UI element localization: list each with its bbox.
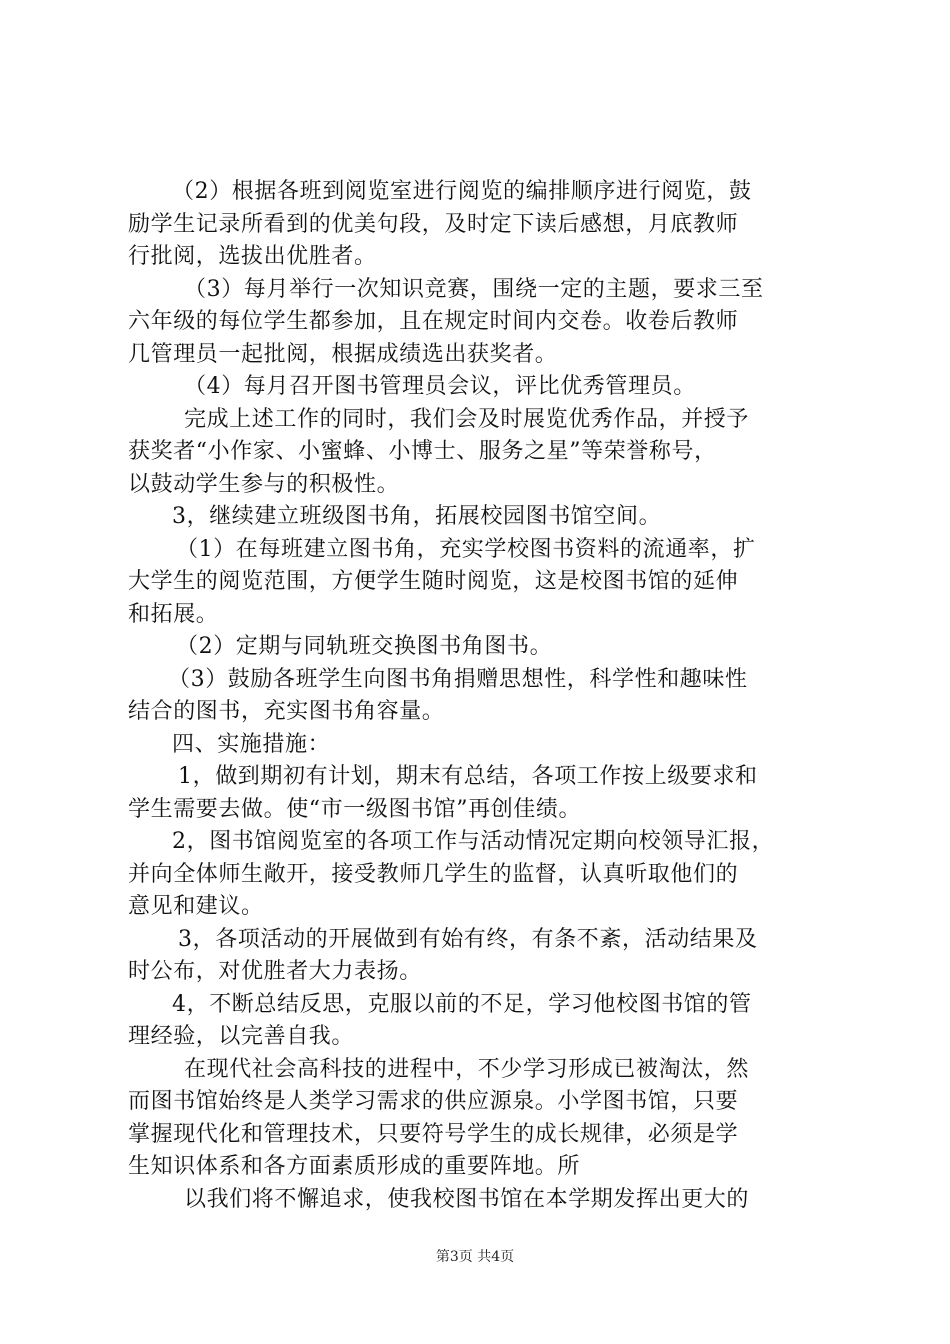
text-line: 生知识体系和各方面素质形成的重要阵地。所 — [128, 1154, 581, 1179]
text-line: （3）鼓励各班学生向图书角捐赠思想性，科学性和趣味性 — [168, 666, 748, 692]
text-line: 大学生的阅览范围，方便学生随时阅览，这是校图书馆的延伸 — [128, 569, 739, 594]
document-body — [128, 176, 833, 1216]
text-line: 1，做到期初有计划，期末有总结，各项工作按上级要求和 — [178, 764, 758, 789]
text-line: 结合的图书，充实图书角容量。 — [128, 699, 445, 724]
text-line: 并向全体师生敞开，接受教师几学生的监督，认真听取他们的 — [128, 861, 739, 887]
text-line: （1）在每班建立图书角，充实学校图书资料的流通率，扩 — [176, 536, 756, 562]
text-line: 3，各项活动的开展做到有始有终，有条不紊，活动结果及 — [178, 926, 758, 952]
text-line: 几管理员一起批阅，根据成绩选出获奖者。 — [128, 341, 558, 367]
text-line: 4，不断总结反思，克服以前的不足，学习他校图书馆的管 — [172, 991, 752, 1017]
text-line: 和拓展。 — [128, 601, 219, 627]
text-line: 完成上述工作的同时，我们会及时展览优秀作品，并授予 — [184, 406, 750, 432]
text-line: （3）每月举行一次知识竞赛，围绕一定的主题，要求三至 — [184, 276, 764, 302]
text-line: 而图书馆始终是人类学习需求的供应源泉。小学图书馆，只要 — [128, 1089, 739, 1114]
text-line: 理经验，以完善自我。 — [128, 1024, 355, 1049]
text-line: （2）定期与同轨班交换图书角图书。 — [176, 634, 553, 659]
section-heading: 3，继续建立班级图书角，拓展校园图书馆空间。 — [172, 504, 662, 529]
text-line: 时公布，对优胜者大力表扬。 — [128, 959, 422, 984]
text-line: 获奖者“小作家、小蜜蜂、小博士、服务之星”等荣誉称号， — [128, 439, 717, 464]
text-line: 学生需要去做。使“市一级图书馆”再创佳绩。 — [128, 796, 582, 822]
text-line: 在现代社会高科技的进程中，不少学习形成已被淘汰，然 — [184, 1056, 750, 1082]
text-line: 励学生记录所看到的优美句段，及时定下读后感想，月底教师 — [128, 211, 739, 237]
section-heading: 四、实施措施： — [172, 731, 331, 757]
text-line: 意见和建议。 — [128, 894, 264, 919]
text-line: 行批阅，选拔出优胜者。 — [128, 244, 377, 269]
text-line: 2，图书馆阅览室的各项工作与活动情况定期向校领导汇报， — [172, 829, 775, 854]
text-line: 以鼓动学生参与的积极性。 — [128, 471, 400, 497]
text-line: （2）根据各班到阅览室进行阅览的编排顺序进行阅览，鼓 — [172, 179, 752, 204]
text-line: 以我们将不懈追求，使我校图书馆在本学期发挥出更大的 — [184, 1186, 750, 1212]
text-line: 掌握现代化和管理技术，只要符号学生的成长规律，必须是学 — [128, 1121, 739, 1147]
page-number-footer: 第3页 共4页 — [435, 1249, 515, 1265]
text-line: （4）每月召开图书管理员会议，评比优秀管理员。 — [184, 374, 696, 399]
text-line: 六年级的每位学生都参加，且在规定时间内交卷。收卷后教师 — [128, 309, 739, 334]
